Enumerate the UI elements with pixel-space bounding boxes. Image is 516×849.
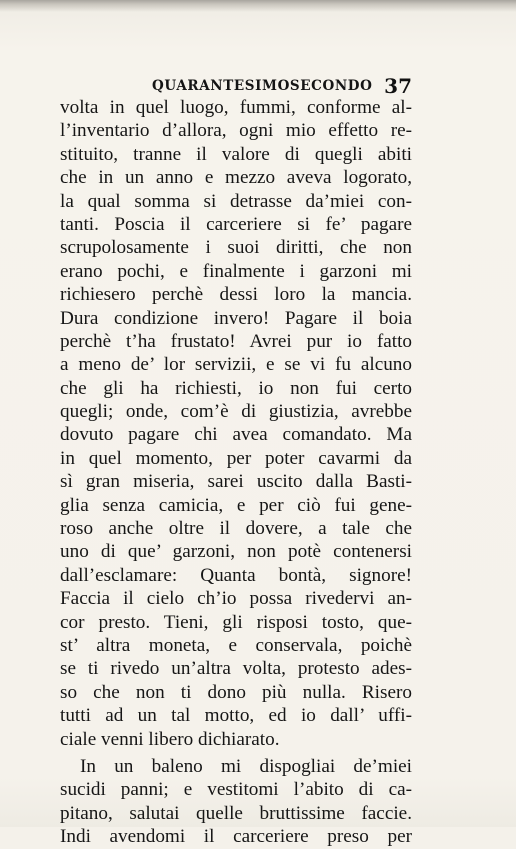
paragraph-2 xyxy=(60,755,412,849)
text-line: scrupolosamente i suoi diritti, che non xyxy=(60,237,412,259)
text-line: stituito, tranne il valore di quegli abiti xyxy=(60,143,412,165)
text-line: sì gran miseria, sarei uscito dalla Basti- xyxy=(60,471,412,493)
text-line: so che non ti dono più nulla. Risero xyxy=(60,681,412,703)
text-line: dovuto pagare chi avea comandato. Ma xyxy=(60,424,412,446)
page-top-edge-shadow xyxy=(0,0,516,12)
body-text xyxy=(60,96,412,849)
text-line: perchè t’ha frustato! Avrei pur io fatto xyxy=(60,330,412,352)
text-line: sucidi panni; e vestitomi l’abito di ca- xyxy=(60,779,412,801)
page-header xyxy=(60,74,412,98)
running-title: QUARANTESIMOSECONDO xyxy=(152,78,373,94)
text-line: uno di que’ garzoni, non potè contenersi xyxy=(60,541,412,563)
text-line: se ti rivedo un’altra volta, protesto ades- xyxy=(60,658,412,680)
text-line: st’ altra moneta, e conservala, poichè xyxy=(60,634,412,656)
text-line: erano pochi, e finalmente i garzoni mi xyxy=(60,260,412,282)
text-line: cor presto. Tieni, gli risposi tosto, que- xyxy=(60,611,412,633)
text-line: quegli; onde, com’è di giustizia, avrebbe xyxy=(60,401,412,423)
text-line: volta in quel luogo, fummi, conforme al- xyxy=(60,97,412,118)
text-line: che in un anno e mezzo aveva logorato, xyxy=(60,167,412,189)
text-line: in quel momento, per poter cavarmi da xyxy=(60,447,412,469)
text-line: tanti. Poscia il carceriere si fe’ pagare xyxy=(60,213,412,235)
text-line: Indi avendomi il carceriere preso per xyxy=(60,826,412,848)
text-line: glia senza camicia, e per ciò fui gene- xyxy=(60,494,412,516)
text-line: che gli ha richiesti, io non fui certo xyxy=(60,377,412,399)
text-line: ciale venni libero dichiarato. xyxy=(60,728,280,750)
text-line: dall’esclamare: Quanta bontà, signore! xyxy=(60,564,412,586)
text-line: l’inventario d’allora, ogni mio effetto re- xyxy=(60,120,412,142)
text-line: Faccia il cielo ch’io possa rivedervi an- xyxy=(60,588,412,610)
text-line: richiesero perchè dessi loro la mancia. xyxy=(60,284,412,306)
text-line: In un baleno mi dispogliai de’miei xyxy=(80,755,412,777)
page-number: 37 xyxy=(384,74,412,98)
text-line: la qual somma si detrasse da’miei con- xyxy=(60,190,412,212)
text-line: roso anche oltre il dovere, a tale che xyxy=(60,518,412,540)
text-line: pitano, salutai quelle bruttissime faccie. xyxy=(60,802,412,824)
paragraph-1 xyxy=(60,96,412,751)
text-line: Dura condizione invero! Pagare il boia xyxy=(60,307,412,329)
text-line: a meno de’ lor servizii, e se vi fu alcuno xyxy=(60,354,412,376)
text-line: tutti ad un tal motto, ed io dall’ uffi- xyxy=(60,705,412,727)
